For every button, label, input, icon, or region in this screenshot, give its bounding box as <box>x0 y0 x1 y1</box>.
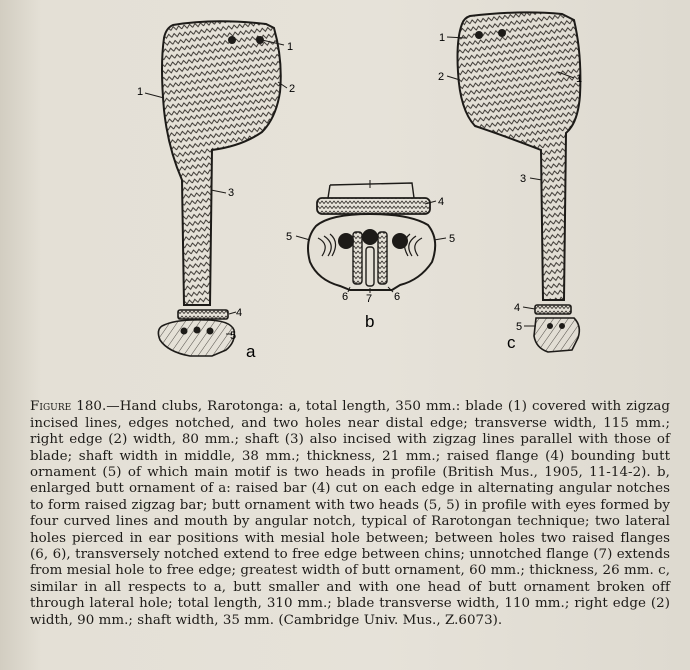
figure-label: Figure 180. <box>30 399 107 415</box>
butt-b-hole-mesial <box>362 229 378 245</box>
callout-a-4: 4 <box>236 307 243 319</box>
club-a-butt <box>158 320 237 356</box>
callout-c-4: 4 <box>514 302 521 314</box>
panel-label-b: b <box>365 312 375 331</box>
club-a-hole-left <box>228 36 236 44</box>
callout-a-3: 3 <box>228 187 235 199</box>
callout-b-7: 7 <box>366 293 373 305</box>
callout-c-3: 3 <box>520 173 527 185</box>
butt-b-hole-right <box>392 233 408 249</box>
butt-b-hole-left <box>338 233 354 249</box>
callout-b-6-right: 6 <box>394 291 401 303</box>
callout-a-5: 5 <box>230 330 237 342</box>
panel-label-a: a <box>246 342 256 361</box>
callout-c-5: 5 <box>516 321 523 333</box>
callout-c-2: 2 <box>438 71 445 83</box>
club-a-blade <box>162 21 281 305</box>
club-c-hole-left <box>475 31 483 39</box>
butt-b-raised-bar <box>317 198 430 214</box>
callout-b-5-right: 5 <box>449 233 456 245</box>
club-c-hole-right <box>498 29 506 37</box>
hand-club-c <box>438 12 582 352</box>
figure-caption <box>30 399 670 629</box>
callout-a-1-top: 1 <box>287 41 294 53</box>
club-c-butt <box>534 318 579 352</box>
callout-b-6-left: 6 <box>342 291 349 303</box>
callout-c-1-top: 1 <box>439 32 446 44</box>
club-a-flange <box>178 310 228 319</box>
club-c-flange <box>535 305 571 314</box>
butt-b-outline-top <box>330 183 414 198</box>
callout-c-1-right: 1 <box>576 73 583 85</box>
butt-ornament-b <box>286 180 455 331</box>
callout-a-1-left: 1 <box>137 86 144 98</box>
panel-label-c: c <box>507 333 516 352</box>
caption-text: —Hand clubs, Rarotonga: a, total length, 350 mm.: blade (1) covered with zigzag incised lines, edges notched, and two holes near distal edge; transverse width, 115 mm.; right edge (2) width, 80 mm.; shaft (3) also incised with zigzag lines parallel with those of blade; shaft width in middle, 38 mm.; thickness, 21 mm.; raised flange (4) bounding butt ornament (5) of which main motif is two heads in profile (British Mus., 1905, 11-14-2). b, enlarged butt ornament of a: raised bar (4) cut on each edge in alternating angular notches to form raised zigzag bar; butt ornament with two heads (5, 5) in profile with eyes formed by four curved lines and mouth by angular notch, typical of Rarotongan technique; two lateral holes pierced in ear positions with mesial hole between; between holes two raised flanges (6, 6), transversely notched extend to free edge between chins; unnotched flange (7) extends from mesial hole to free edge; greatest width of butt ornament, 60 mm.; thickness, 26 mm. c, similar in all respects to a, butt smaller and with one head of butt ornament broken off through lateral hole; total length, 310 mm.; blade transverse width, 110 mm.; right edge (2) width, 90 mm.; shaft width, 35 mm. (Cambridge Univ. Mus., Z.6073). <box>30 399 671 628</box>
club-c-blade <box>458 12 581 300</box>
callout-b-4: 4 <box>438 196 445 208</box>
callout-a-2: 2 <box>289 83 296 95</box>
callout-b-5-left: 5 <box>286 231 293 243</box>
hand-club-a <box>137 21 295 361</box>
